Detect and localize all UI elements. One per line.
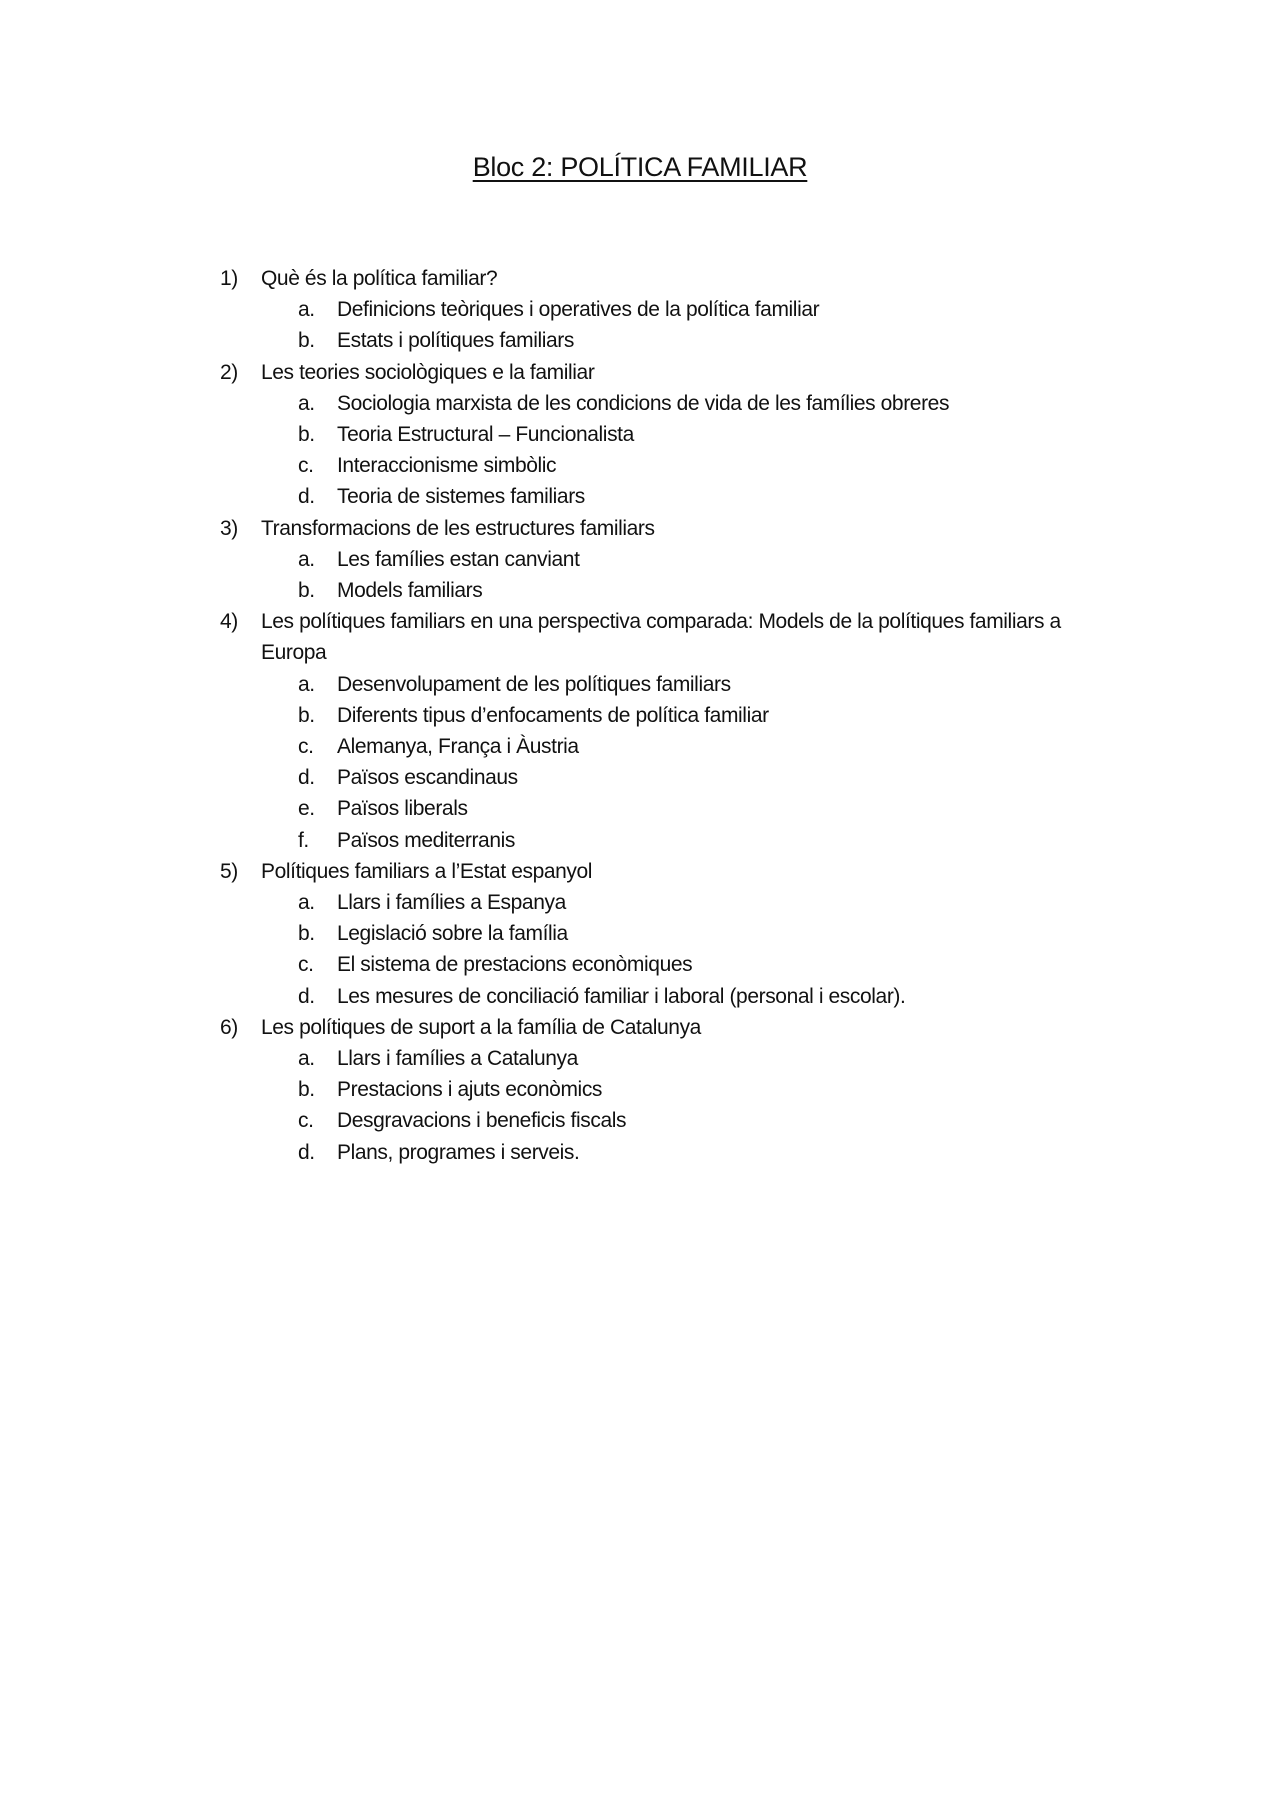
subitem-letter: d. <box>298 766 315 790</box>
outline-subitem <box>298 949 1120 980</box>
subitem-text: Països mediterranis <box>337 828 515 852</box>
subitem-letter: e. <box>298 797 315 821</box>
outline-subitem <box>298 575 1120 606</box>
subitem-letter: a. <box>298 298 315 322</box>
section-heading: Què és la política familiar? <box>261 267 498 290</box>
subitem-letter: c. <box>298 454 314 478</box>
section-number: 3) <box>220 516 238 540</box>
outline-subitem <box>298 981 1120 1012</box>
subitem-text: Desenvolupament de les polítiques familiars <box>337 672 731 696</box>
outline-subitem <box>298 669 1120 700</box>
section-heading: Transformacions de les estructures familiars <box>261 516 655 540</box>
subitem-text: Teoria Estructural – Funcionalista <box>337 423 634 447</box>
subitem-text: Estats i polítiques familiars <box>337 329 574 353</box>
section-number: 1) <box>220 267 238 290</box>
subitem-text: Teoria de sistemes familiars <box>337 485 585 509</box>
outline-subitem <box>298 825 1120 856</box>
outline-subitem <box>298 481 1120 512</box>
subitem-letter: b. <box>298 423 315 447</box>
outline-subitem <box>298 918 1120 949</box>
outline-subitem <box>298 1043 1120 1074</box>
subitem-text: Llars i famílies a Catalunya <box>337 1047 578 1071</box>
subitem-letter: c. <box>298 953 314 977</box>
subitem-letter: b. <box>298 1078 315 1102</box>
subitem-text: Interaccionisme simbòlic <box>337 454 557 478</box>
outline-subitem <box>298 450 1120 481</box>
subitem-text: Definicions teòriques i operatives de la política familiar <box>337 298 820 322</box>
subitem-letter: b. <box>298 329 315 353</box>
subitem-letter: b. <box>298 922 315 946</box>
subitem-letter: a. <box>298 891 315 915</box>
section-number: 4) <box>220 610 238 634</box>
subitem-letter: d. <box>298 984 315 1008</box>
subitem-text: El sistema de prestacions econòmiques <box>337 953 693 977</box>
subitem-text: Prestacions i ajuts econòmics <box>337 1078 603 1102</box>
subitem-letter: c. <box>298 735 314 759</box>
outline-subitem <box>298 700 1120 731</box>
section-heading: Les polítiques de suport a la família de Catalunya <box>261 1015 701 1039</box>
subitem-letter: d. <box>298 1140 315 1164</box>
subitem-letter: b. <box>298 703 315 727</box>
subitem-text: Alemanya, França i Àustria <box>337 735 579 759</box>
outline-subitem <box>298 419 1120 450</box>
subitem-letter: b. <box>298 579 315 603</box>
subitem-letter: a. <box>298 547 315 571</box>
subitem-letter: f. <box>298 828 309 852</box>
outline-subitem <box>298 1137 1120 1168</box>
subitem-text: Les famílies estan canviant <box>337 547 580 571</box>
section-heading: Les teories sociològiques e la familiar <box>261 360 595 384</box>
subitem-text: Països escandinaus <box>337 766 518 790</box>
outline-section <box>220 1012 1120 1043</box>
outline-subitem <box>298 388 1120 419</box>
outline-section <box>220 856 1120 887</box>
subitem-letter: c. <box>298 1109 314 1133</box>
outline-section <box>220 263 1120 294</box>
subitem-letter: a. <box>298 672 315 696</box>
section-number: 2) <box>220 360 238 384</box>
subitem-text: Diferents tipus d’enfocaments de política familiar <box>337 703 769 727</box>
outline-section <box>220 357 1120 388</box>
outline-subitem <box>298 1074 1120 1105</box>
subitem-text: Les mesures de conciliació familiar i laboral (personal i escolar). <box>337 984 906 1008</box>
subitem-text: Legislació sobre la família <box>337 922 568 946</box>
subitem-text: Plans, programes i serveis. <box>337 1140 580 1164</box>
subitem-text: Models familiars <box>337 579 483 603</box>
section-heading: Polítiques familiars a l’Estat espanyol <box>261 859 593 883</box>
section-number: 6) <box>220 1015 238 1039</box>
outline-subitem <box>298 887 1120 918</box>
outline-subitem <box>298 793 1120 824</box>
subitem-letter: d. <box>298 485 315 509</box>
section-heading: Les polítiques familiars en una perspectiva comparada: Models de la polítiques familiars a Europa <box>261 610 1061 665</box>
subitem-text: Països liberals <box>337 797 468 821</box>
outline-subitem <box>298 1105 1120 1136</box>
subitem-text: Desgravacions i beneficis fiscals <box>337 1109 627 1133</box>
subitem-letter: a. <box>298 391 315 415</box>
section-number: 5) <box>220 859 238 883</box>
outline-subitem <box>298 325 1120 356</box>
subitem-letter: a. <box>298 1047 315 1071</box>
outline-subitem <box>298 294 1120 325</box>
outline-subitem <box>298 731 1120 762</box>
subitem-text: Sociologia marxista de les condicions de vida de les famílies obreres <box>337 391 950 415</box>
outline-subitem <box>298 544 1120 575</box>
outline-subitem <box>298 762 1120 793</box>
page-title: Bloc 2: POLÍTICA FAMILIAR <box>472 152 808 182</box>
topic-outline <box>220 263 1120 1168</box>
outline-section <box>220 513 1120 544</box>
subitem-text: Llars i famílies a Espanya <box>337 891 566 915</box>
outline-section <box>220 606 1120 668</box>
